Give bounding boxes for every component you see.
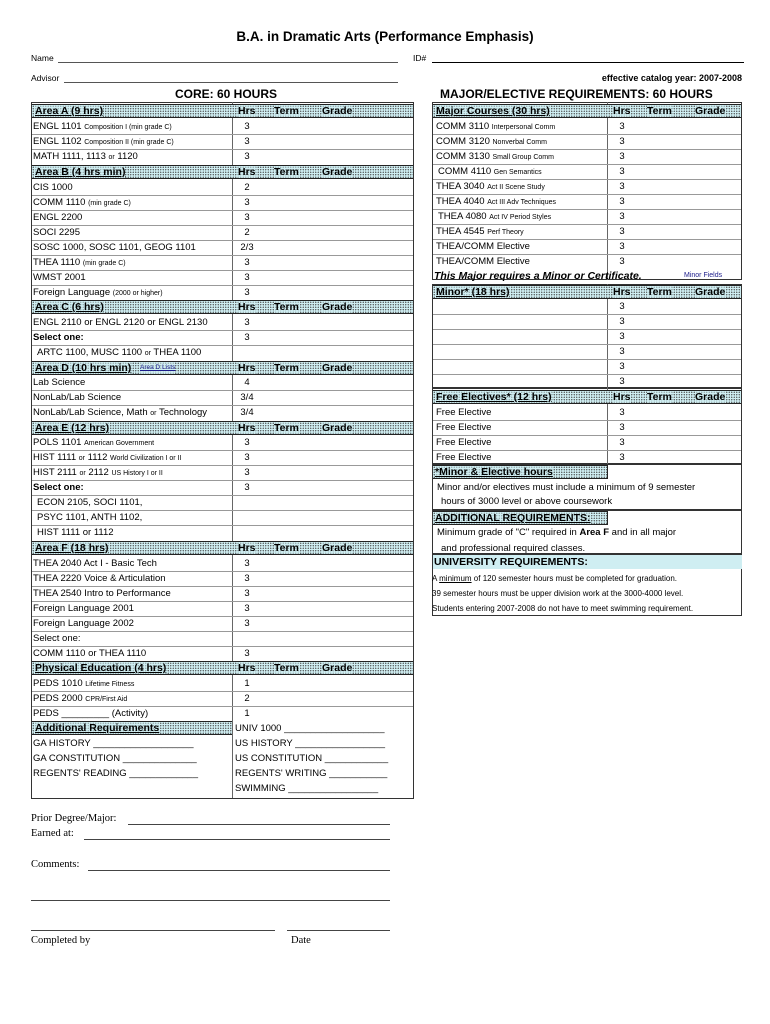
course-row: Select one: [33,482,84,493]
course-row: SOSC 1000, SOSC 1101, GEOG 1101 [33,242,196,253]
req-line: REGENTS' WRITING ___________ [235,768,388,779]
req-line: US HISTORY _________________ [235,738,386,749]
area-e-title: Area E (12 hrs) [35,422,110,434]
university-req-header: UNIVERSITY REQUIREMENTS: [433,555,742,569]
area-c-title: Area C (6 hrs) [35,301,104,313]
req-line: SWIMMING _________________ [235,783,379,794]
area-a-title: Area A (9 hrs) [35,105,104,117]
area-d-header: Area D (10 hrs min) Area D Lists Hrs Term Grade [32,361,413,375]
hrs-value: 3 [244,467,250,478]
additional-req-title: Additional Requirements [35,722,160,734]
note-line: Minimum grade of "C" required in Area F and in all major [437,527,677,538]
row-separator [32,601,413,602]
course-row: THEA 2220 Voice & Articulation [33,573,166,584]
course-row: MATH 1111, 1113 or 1120 [33,151,138,162]
row-separator [32,571,413,572]
course-row: Free Elective [436,452,492,463]
course-row: Foreign Language (2000 or higher) [33,287,163,298]
hrs-value: 3 [244,437,250,448]
minor-header: Minor* (18 hrs) Hrs Term Grade [433,285,741,299]
course-row: THEA 2540 Intro to Performance [33,588,171,599]
note-line: Students entering 2007-2008 do not have to meet swimming requirement. [432,604,694,613]
hrs-value: 3 [244,558,250,569]
row-separator [32,240,413,241]
hrs-value: 3 [619,361,625,372]
hrs-value: 3 [244,121,250,132]
completed-by-field[interactable] [31,930,275,931]
hrs-value: 3 [244,332,250,343]
row-separator [32,510,413,511]
row-separator [32,390,413,391]
note-line: A minimum of 120 semester hours must be completed for graduation. [432,574,678,583]
course-row: Foreign Language 2002 [33,618,134,629]
req-line: GA HISTORY ___________________ [33,738,194,749]
hrs-value: 3 [244,287,250,298]
hrs-value: 3 [619,422,625,433]
earned-at-label: Earned at: [31,828,74,839]
date-field[interactable] [287,930,390,931]
id-field[interactable] [432,62,744,63]
note-line: 39 semester hours must be upper division work at the 3000-4000 level. [432,589,684,598]
course-row: SOCI 2295 [33,227,80,238]
hrs-value: 3 [619,346,625,357]
hrs-value: 3 [619,407,625,418]
area-e-header: Area E (12 hrs) Hrs Term Grade [32,421,413,435]
hrs-value: 3 [619,452,625,463]
course-row: COMM 3110 Interpersonal Comm [436,121,556,132]
area-d-title: Area D (10 hrs min) [35,362,132,374]
area-c-header: Area C (6 hrs) Hrs Term Grade [32,300,413,314]
hrs-value: 3 [244,588,250,599]
course-row: ENGL 1101 Composition I (min grade C) [33,121,172,132]
course-row: THEA/COMM Elective [436,256,530,267]
course-row: Lab Science [33,377,86,388]
hrs-value: 3 [244,573,250,584]
earned-at-field[interactable] [84,839,390,840]
row-separator [32,616,413,617]
id-label: ID# [413,53,427,63]
catalog-year: effective catalog year: 2007-2008 [601,73,742,83]
hrs-value: 3/4 [240,392,254,403]
row-separator [32,270,413,271]
course-row: Select one: [33,633,81,644]
hrs-value: 3 [619,181,625,192]
course-row: PEDS _________ (Activity) [33,708,149,719]
course-row: COMM 3130 Small Group Comm [436,151,554,162]
course-row: HIST 1111 or 1112 [37,527,114,538]
hrs-value: 1 [244,678,250,689]
comments-field-line[interactable] [31,900,390,901]
hrs-value: 2 [244,227,250,238]
course-row: PEDS 1010 Lifetime Fitness [33,678,135,689]
course-row: THEA 4545 Perf Theory [436,226,524,237]
row-separator [32,525,413,526]
course-row: COMM 3120 Nonverbal Comm [436,136,547,147]
minor-elective-title: *Minor & Elective hours [435,466,553,478]
note-line: Minor and/or electives must include a minimum of 9 semester [437,482,696,493]
course-row: HIST 2111 or 2112 US History I or II [33,467,163,478]
comments-label: Comments: [31,859,80,870]
hrs-value: 1 [244,708,250,719]
major-additional-title: ADDITIONAL REQUIREMENTS: [435,512,591,524]
row-separator [32,586,413,587]
hrs-value: 2 [244,182,250,193]
course-row: THEA 2040 Act I - Basic Tech [33,558,157,569]
course-row: NonLab/Lab Science, Math or Technology [33,407,208,418]
row-separator [32,210,413,211]
course-row: Foreign Language 2001 [33,603,134,614]
major-courses-header: Major Courses (30 hrs) Hrs Term Grade [433,104,741,118]
row-separator [32,134,413,135]
hrs-value: 3 [244,212,250,223]
row-separator [32,285,413,286]
hrs-value: 3 [244,482,250,493]
date-label: Date [291,935,311,946]
row-separator [32,450,413,451]
course-row: THEA 4040 Act III Adv Techniques [436,196,556,207]
row-separator [32,225,413,226]
area-b-header: Area B (4 hrs min) Hrs Term Grade [32,165,413,179]
hrs-value: 3 [244,272,250,283]
row-separator [32,646,413,647]
hrs-value: 3/4 [240,407,254,418]
course-row: THEA 1110 (min grade C) [33,257,126,268]
course-row: COMM 1110 (min grade C) [33,197,131,208]
hrs-value: 3 [619,136,625,147]
hrs-value: 3 [244,618,250,629]
row-separator [32,195,413,196]
area-a-header [32,104,413,118]
hrs-value: 3 [619,301,625,312]
hrs-value: 3 [619,437,625,448]
course-row: ENGL 1102 Composition II (min grade C) [33,136,174,147]
hrs-value: 3 [619,151,625,162]
minor-title: Minor* (18 hrs) [436,286,510,298]
major-title: MAJOR/ELECTIVE REQUIREMENTS: 60 HOURS [440,87,713,101]
name-label: Name [31,53,54,63]
pe-header: Physical Education (4 hrs) Hrs Term Grade [32,661,413,675]
hrs-col-label: Hrs [238,105,256,117]
hrs-value: 3 [619,331,625,342]
area-d-lists-link[interactable]: Area D Lists [140,362,175,374]
major-additional-header [433,511,608,525]
course-row: Free Elective [436,407,492,418]
req-line: GA CONSTITUTION ______________ [33,753,197,764]
additional-req-header [32,721,232,735]
hrs-value: 3 [244,317,250,328]
note-line: hours of 3000 level or above coursework [441,496,613,507]
course-row: Free Elective [436,422,492,433]
course-row: COMM 4110 Gen Semantics [438,166,542,177]
hrs-value [232,631,262,646]
hrs-value: 3 [619,166,625,177]
minor-fields-link[interactable]: Minor Fields [684,272,723,279]
course-row: ARTC 1100, MUSC 1100 or THEA 1100 [37,347,202,358]
course-row: THEA 3040 Act II Scene Study [436,181,545,192]
row-separator [32,330,413,331]
hrs-value: 3 [244,197,250,208]
course-row: THEA 4080 Act IV Period Styles [438,211,552,222]
minor-elective-header [433,465,608,479]
page-title: B.A. in Dramatic Arts (Performance Emphasis) [236,29,534,44]
hrs-value: 3 [619,211,625,222]
completed-by-label: Completed by [31,935,91,946]
req-line: REGENTS' READING _____________ [33,768,198,779]
hrs-value: 3 [244,257,250,268]
hrs-value: 3 [244,603,250,614]
course-row: PSYC 1101, ANTH 1102, [37,512,143,523]
hrs-value: 3 [619,241,625,252]
hrs-value: 4 [244,377,250,388]
name-field[interactable] [58,62,398,63]
course-row: ENGL 2200 [33,212,83,223]
row-separator [32,465,413,466]
row-separator [32,149,413,150]
hrs-value: 3 [619,376,625,387]
free-electives-header: Free Electives* (12 hrs) Hrs Term Grade [433,390,741,404]
core-title: CORE: 60 HOURS [175,87,278,101]
minor-note: This Major requires a Minor or Certificate. [434,270,642,282]
grade-col-label: Grade [322,105,353,117]
prior-degree-label: Prior Degree/Major: [31,813,117,824]
hrs-value: 3 [619,316,625,327]
prior-degree-field[interactable] [128,824,390,825]
course-row: PEDS 2000 CPR/First Aid [33,693,128,704]
free-electives-title: Free Electives* (12 hrs) [436,391,552,403]
note-line: and professional required classes. [441,543,586,554]
course-row: NonLab/Lab Science [33,392,122,403]
hrs-value: 2 [244,693,250,704]
course-row: HIST 1111 or 1112 World Civilization I or II [33,452,182,463]
minor-table [432,284,742,388]
area-b-title: Area B (4 hrs min) [35,166,126,178]
row-separator [32,405,413,406]
row-separator [32,691,413,692]
course-row: WMST 2001 [33,272,86,283]
area-f-title: Area F (18 hrs) [35,542,109,554]
comments-field[interactable] [88,870,390,871]
hrs-value: 3 [619,256,625,267]
course-row: Select one: [33,332,84,343]
major-courses-title: Major Courses (30 hrs) [436,105,550,117]
row-separator [32,495,413,496]
row-separator [32,345,413,346]
hrs-value: 3 [244,452,250,463]
hrs-value: 3 [244,151,250,162]
hrs-value: 3 [619,121,625,132]
hrs-value: 2/3 [240,242,254,253]
advisor-field[interactable] [64,82,398,83]
row-separator [32,255,413,256]
row-separator [32,706,413,707]
req-line: US CONSTITUTION ____________ [235,753,389,764]
term-col-label: Term [274,105,299,117]
row-separator [32,480,413,481]
course-row: POLS 1101 American Government [33,437,155,448]
row-separator [32,631,413,632]
course-row: CIS 1000 [33,182,73,193]
pe-title: Physical Education (4 hrs) [35,662,167,674]
course-row: COMM 1110 or THEA 1110 [33,648,147,659]
hrs-value: 3 [244,136,250,147]
advisor-label: Advisor [31,73,60,83]
hrs-value: 3 [619,196,625,207]
course-row: ECON 2105, SOCI 1101, [37,497,143,508]
hrs-value: 3 [244,648,250,659]
course-row: THEA/COMM Elective [436,241,530,252]
course-row: Free Elective [436,437,492,448]
course-row: ENGL 2110 or ENGL 2120 or ENGL 2130 [33,317,208,328]
hrs-value: 3 [619,226,625,237]
req-line: UNIV 1000 ___________________ [235,723,385,734]
area-f-header: Area F (18 hrs) Hrs Term Grade [32,541,413,555]
